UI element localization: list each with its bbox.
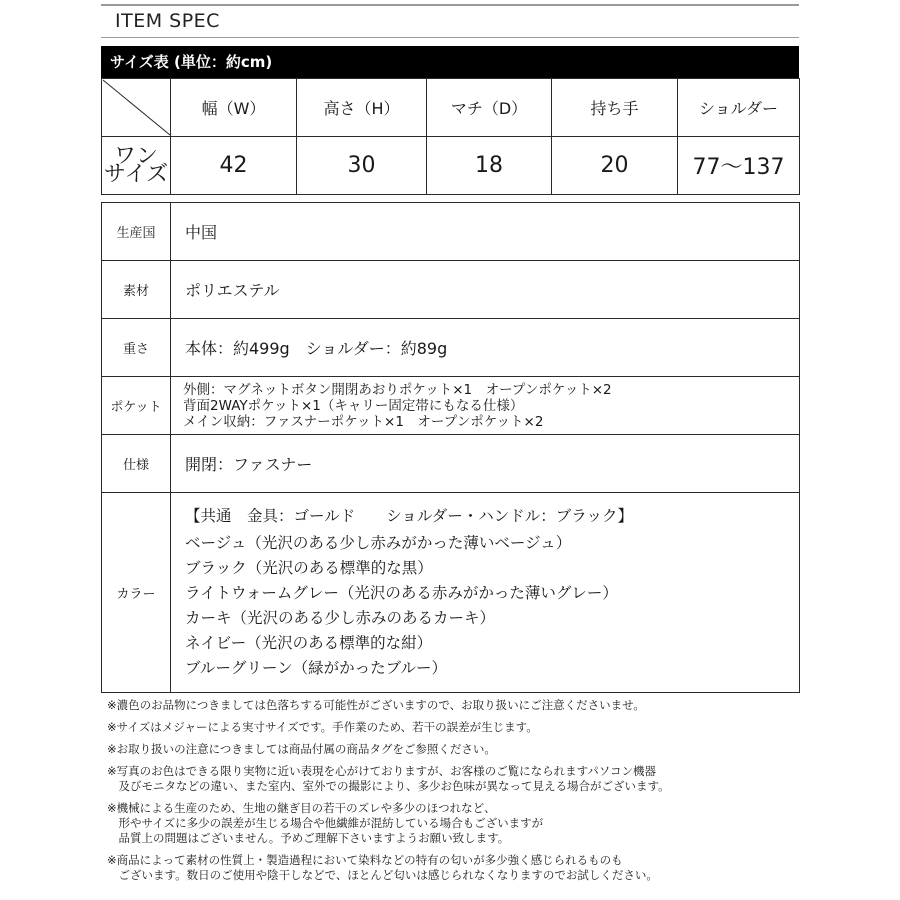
note (107, 698, 797, 713)
note-line: 形やサイズに多少の誤差が生じる場合や他繊維が混紡している場合もございますが (107, 816, 544, 830)
spec-label: カラー (102, 493, 171, 693)
spec-value-color (171, 493, 800, 693)
spec-label: 仕様 (102, 435, 171, 493)
size-value-row (102, 137, 800, 195)
note-line: ※濃色のお品物につきましては色落ちする可能性がございますので、お取り扱いにご注意くださいませ。 (107, 698, 645, 712)
spec-value-closure: 開閉：ファスナー (171, 435, 800, 493)
column-width: 幅（W） (171, 79, 297, 137)
row-label-one-size (102, 137, 171, 195)
spec-row-weight (102, 319, 800, 377)
pocket-line: メイン収納：ファスナーポケット×1 オープンポケット×2 (183, 413, 544, 430)
spec-table (101, 202, 800, 693)
note-line: ※お取り扱いの注意につきましては商品付属の商品タグをご参照ください。 (107, 742, 496, 756)
size-table (101, 78, 800, 195)
size-table-header: サイズ表 (単位：約cm) (101, 46, 799, 78)
color-line: ネイビー（光沢のある標準的な紺） (185, 634, 433, 652)
top-divider (101, 4, 799, 6)
value-depth: 18 (427, 137, 552, 195)
value-width: 42 (171, 137, 297, 195)
size-header-row (102, 79, 800, 137)
note (107, 853, 797, 883)
row-label-line: サイズ (103, 161, 169, 187)
section-title: ITEM SPEC (115, 10, 220, 32)
spec-label: 生産国 (102, 203, 171, 261)
note-line: ※機械による生産のため、生地の継ぎ目の若干のズレや多少のほつれなど、 (107, 801, 496, 815)
color-line: カーキ（光沢のある少し赤みのあるカーキ） (185, 609, 496, 627)
note (107, 764, 797, 794)
note-line: 品質上の問題はございません。予めご理解下さいますようお願い致します。 (107, 831, 510, 845)
spec-row-color (102, 493, 800, 693)
note-line: ※写真のお色はできる限り実物に近い表現を心がけておりますが、お客様のご覧になられますパソコン機器 (107, 764, 656, 778)
spec-value-origin: 中国 (171, 203, 800, 261)
note-line: ※サイズはメジャーによる実寸サイズです。手作業のため、若干の誤差が生じます。 (107, 720, 538, 734)
note-line: ございます。数日のご使用や陰干しなどで、ほとんど匂いは感じられなくなりますのでお試しください。 (107, 868, 658, 882)
notes-section (107, 698, 797, 890)
note-line: 及びモニタなどの違い、また室内、室外での撮影により、多少お色味が異なって見える場合がございます。 (107, 779, 670, 793)
pocket-line: 背面2WAYポケット×1（キャリー固定帯にもなる仕様） (183, 397, 524, 414)
spec-label: ポケット (102, 377, 171, 435)
value-shoulder: 77〜137 (678, 137, 800, 195)
column-height: 高さ（H） (297, 79, 427, 137)
row-label-line: ワン (113, 143, 158, 169)
spec-row-closure (102, 435, 800, 493)
spec-value-material: ポリエステル (171, 261, 800, 319)
spec-label: 重さ (102, 319, 171, 377)
value-height: 30 (297, 137, 427, 195)
spec-label: 素材 (102, 261, 171, 319)
color-line: ライトウォームグレー（光沢のある赤みがかった薄いグレー） (185, 584, 618, 602)
pocket-line: 外側：マグネットボタン開閉あおりポケット×1 オープンポケット×2 (183, 381, 612, 398)
table-corner-cell (102, 79, 171, 137)
column-handle: 持ち手 (552, 79, 678, 137)
spec-value-weight: 本体：約499g ショルダー：約89g (171, 319, 800, 377)
spec-row-pocket (102, 377, 800, 435)
spec-value-pocket (171, 377, 800, 435)
color-line: ブルーグリーン（緑がかったブルー） (185, 659, 447, 677)
note-line: ※商品によって素材の性質上・製造過程において染料などの特有の匂いが多少強く感じられるものも (107, 853, 623, 867)
title-divider (101, 37, 799, 38)
color-line: ブラック（光沢のある標準的な黒） (185, 559, 433, 577)
note (107, 720, 797, 735)
color-line: ベージュ（光沢のある少し赤みがかった薄いベージュ） (185, 534, 572, 552)
value-handle: 20 (552, 137, 678, 195)
column-depth: マチ（D） (427, 79, 552, 137)
color-common-line: 【共通 金具：ゴールド ショルダー・ハンドル：ブラック】 (185, 507, 633, 525)
note (107, 742, 797, 757)
spec-row-origin (102, 203, 800, 261)
note (107, 801, 797, 846)
spec-row-material (102, 261, 800, 319)
column-shoulder: ショルダー (678, 79, 800, 137)
diagonal-line (102, 79, 171, 136)
